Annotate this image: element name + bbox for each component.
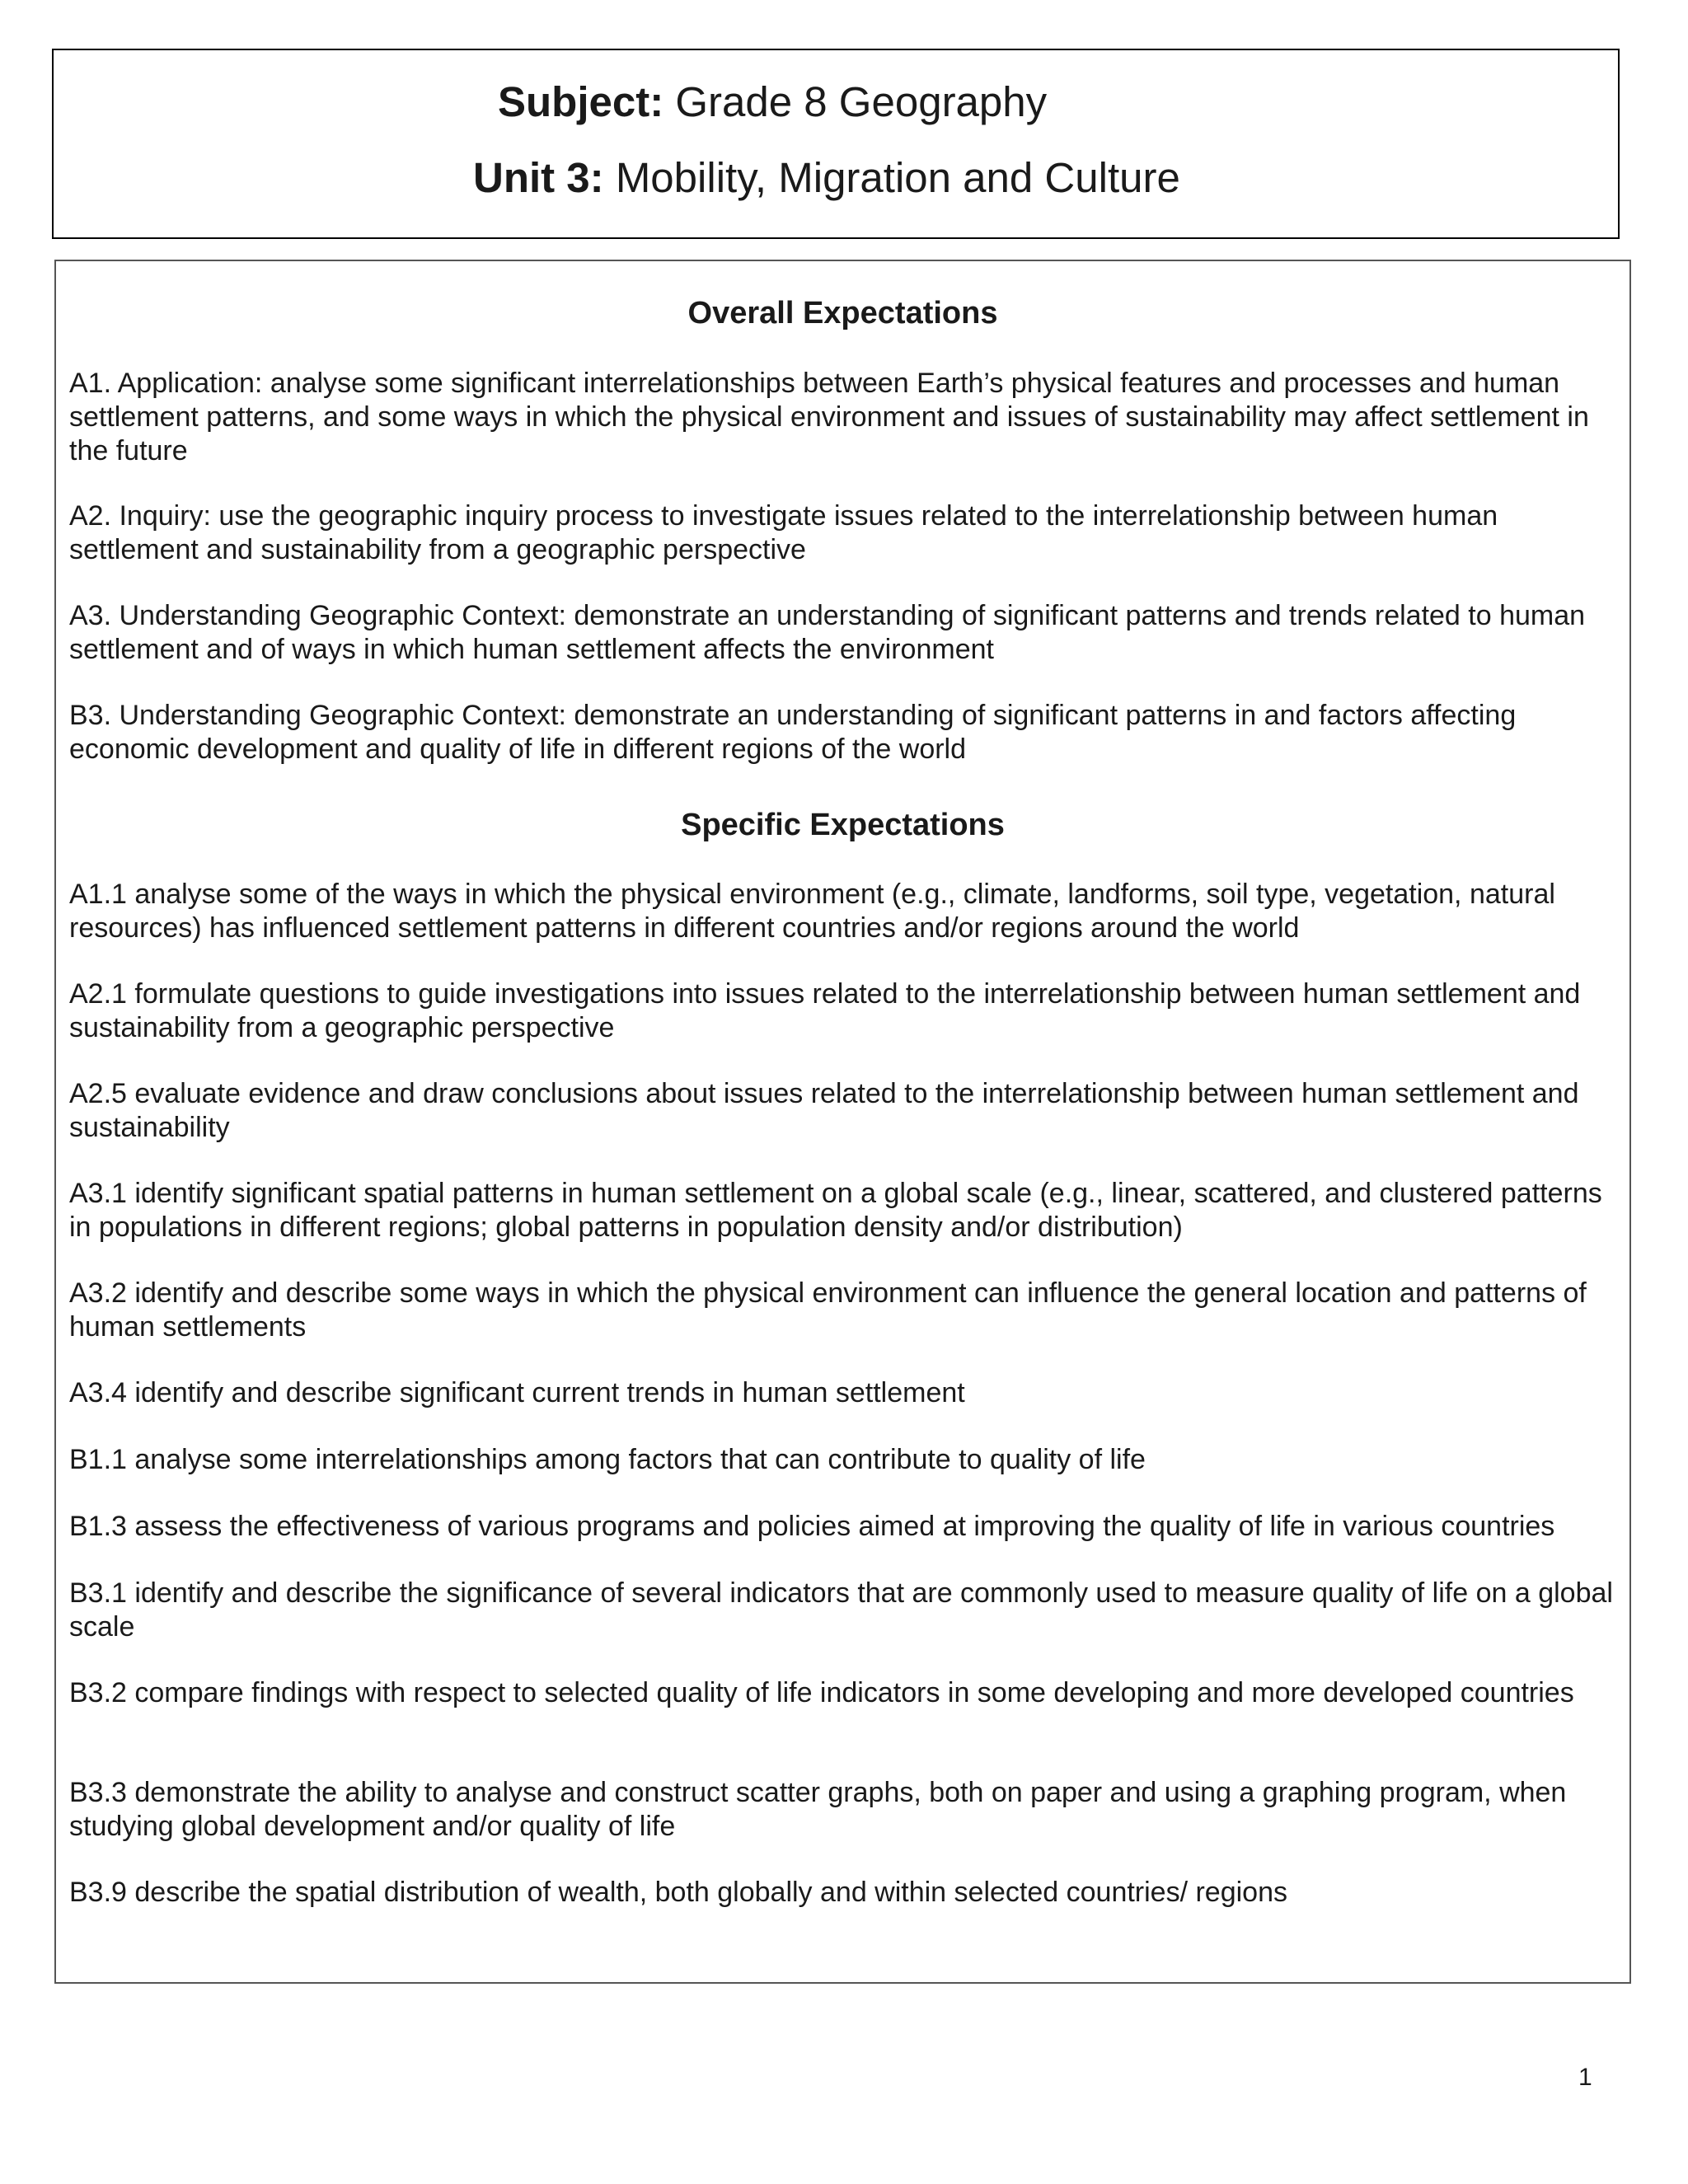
subject-line: [498, 77, 1047, 127]
specific-expectation-b3-2: B3.2 compare findings with respect to selected quality of life indicators in some developing and more developed countries: [69, 1677, 1574, 1708]
overall-expectation-a2: A2. Inquiry: use the geographic inquiry process to investigate issues related to the interrelationship between human settlement and sustainability from a geographic perspective: [69, 500, 1498, 565]
specific-expectation-a2-1: A2.1 formulate questions to guide investigations into issues related to the interrelationship between human settlement and sustainability from a geographic perspective: [69, 978, 1581, 1043]
page-number: 1: [1578, 2064, 1592, 2091]
specific-expectation-b1-3: B1.3 assess the effectiveness of various programs and policies aimed at improving the quality of life in various countries: [69, 1511, 1555, 1542]
specific-expectation-a3-1: A3.1 identify significant spatial patterns in human settlement on a global scale (e.g., linear, scattered, and clustered patterns in populations in different regions; global patterns in population density and/or distribution): [69, 1178, 1602, 1243]
specific-expectations-heading: Specific Expectations: [681, 808, 1005, 842]
specific-expectation-b3-9: B3.9 describe the spatial distribution of wealth, both globally and within selected countries/ regions: [69, 1877, 1287, 1908]
specific-expectation-a3-2: A3.2 identify and describe some ways in which the physical environment can influence the general location and patterns of human settlements: [69, 1277, 1587, 1343]
subject-label: Subject:: [498, 78, 664, 125]
overall-expectations-heading: Overall Expectations: [687, 296, 998, 330]
unit-line: [473, 153, 1180, 203]
unit-label: Unit 3:: [473, 154, 604, 201]
specific-expectation-b3-1: B3.1 identify and describe the significance of several indicators that are commonly used to measure quality of life on a global scale: [69, 1577, 1613, 1643]
overall-expectation-a3: A3. Understanding Geographic Context: demonstrate an understanding of significant patterns and trends related to human settlement and of ways in which human settlement affects the environment: [69, 600, 1586, 665]
specific-expectation-b3-3: B3.3 demonstrate the ability to analyse and construct scatter graphs, both on paper and using a graphing program, when studying global development and/or quality of life: [69, 1777, 1567, 1842]
overall-expectation-b3: B3. Understanding Geographic Context: demonstrate an understanding of significant patterns in and factors affecting economic development and quality of life in different regions of the world: [69, 700, 1517, 765]
specific-expectation-a3-4: A3.4 identify and describe significant current trends in human settlement: [69, 1377, 965, 1408]
subject-value: Grade 8 Geography: [675, 78, 1048, 125]
unit-value: Mobility, Migration and Culture: [615, 154, 1180, 201]
specific-expectation-a2-5: A2.5 evaluate evidence and draw conclusions about issues related to the interrelationship between human settlement and sustainability: [69, 1078, 1579, 1143]
overall-expectation-a1: A1. Application: analyse some significant interrelationships between Earth’s physical features and processes and human settlement patterns, and some ways in which the physical environment and issues of sustainability may affect settlement in the future: [69, 368, 1589, 466]
specific-expectation-a1-1: A1.1 analyse some of the ways in which the physical environment (e.g., climate, landforms, soil type, vegetation, natural resources) has influenced settlement patterns in different countries and/or regions around the world: [69, 879, 1555, 944]
specific-expectation-b1-1: B1.1 analyse some interrelationships among factors that can contribute to quality of life: [69, 1444, 1146, 1475]
